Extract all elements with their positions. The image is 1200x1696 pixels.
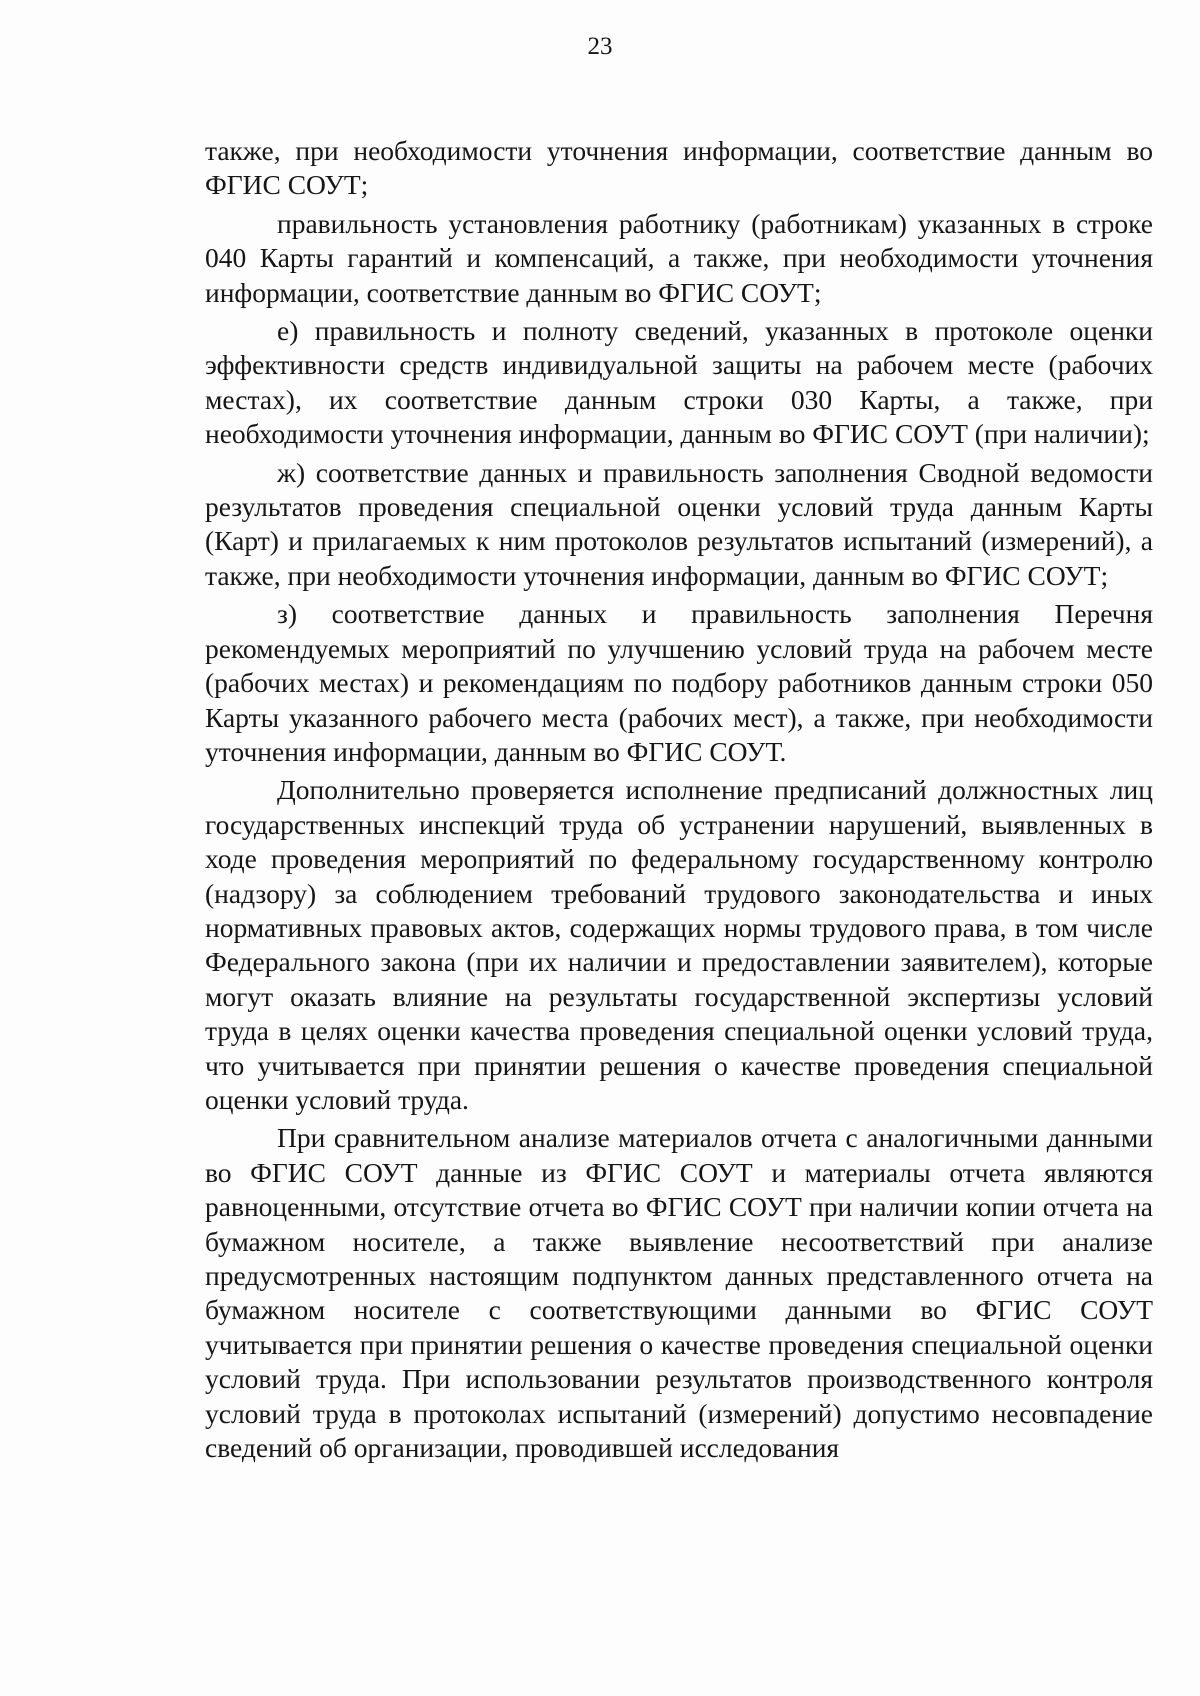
paragraph-comparative-analysis: При сравнительном анализе материалов отчета с аналогичными данными во ФГИС СОУТ данные из ФГИС СОУТ и материалы отчета являются равноценными, отсутствие отчета во ФГИС СОУТ при наличии копии отчета на бумажном носителе, а также выявление несоответствий при анализе предусмотренных настоящим подпунктом данных представленного отчета на бумажном носителе с соответствующими данными во ФГИС СОУТ учитывается при принятии решения о качестве проведения специальной оценки условий труда. При использовании результатов производственного контроля условий труда в протоколах испытаний (измерений) допустимо несовпадение сведений об организации, проводившей исследования <box>205 1122 1153 1464</box>
document-body <box>205 134 1153 1465</box>
paragraph-additional-check: Дополнительно проверяется исполнение предписаний должностных лиц государственных инспекций труда об устранении нарушений, выявленных в ходе проведения мероприятий по федеральному государственному контролю (надзору) за соблюдением требований трудового законодательства и иных нормативных правовых актов, содержащих нормы трудового права, в том числе Федерального закона (при их наличии и предоставлении заявителем), которые могут оказать влияние на результаты государственной экспертизы условий труда в целях оценки качества проведения специальной оценки условий труда, что учитывается при принятии решения о качестве проведения специальной оценки условий труда. <box>205 774 1153 1115</box>
page-number: 23 <box>587 33 613 60</box>
paragraph-continuation: также, при необходимости уточнения информации, соответствие данным во ФГИС СОУТ; <box>205 135 1153 201</box>
paragraph-item-e: е) правильность и полноту сведений, указанных в протоколе оценки эффективности средств индивидуальной защиты на рабочем месте (рабочих местах), их соответствие данным строки 030 Карты, а также, при необходимости уточнения информации, данным во ФГИС СОУТ (при наличии); <box>205 315 1153 450</box>
paragraph-item-zh: ж) соответствие данных и правильность заполнения Сводной ведомости результатов проведения специальной оценки условий труда данным Карты (Карт) и прилагаемых к ним протоколов результатов испытаний (измерений), а также, при необходимости уточнения информации, данным во ФГИС СОУТ; <box>205 456 1153 591</box>
paragraph-employee-guarantees: правильность установления работнику (работникам) указанных в строке 040 Карты гарантий и компенсаций, а также, при необходимости уточнения информации, соответствие данным во ФГИС СОУТ; <box>205 207 1153 308</box>
paragraph-item-z: з) соответствие данных и правильность заполнения Перечня рекомендуемых мероприятий по улучшению условий труда на рабочем месте (рабочих местах) и рекомендациям по подбору работников данным строки 050 Карты указанного рабочего места (рабочих мест), а также, при необходимости уточнения информации, данным во ФГИС СОУТ. <box>205 598 1153 767</box>
